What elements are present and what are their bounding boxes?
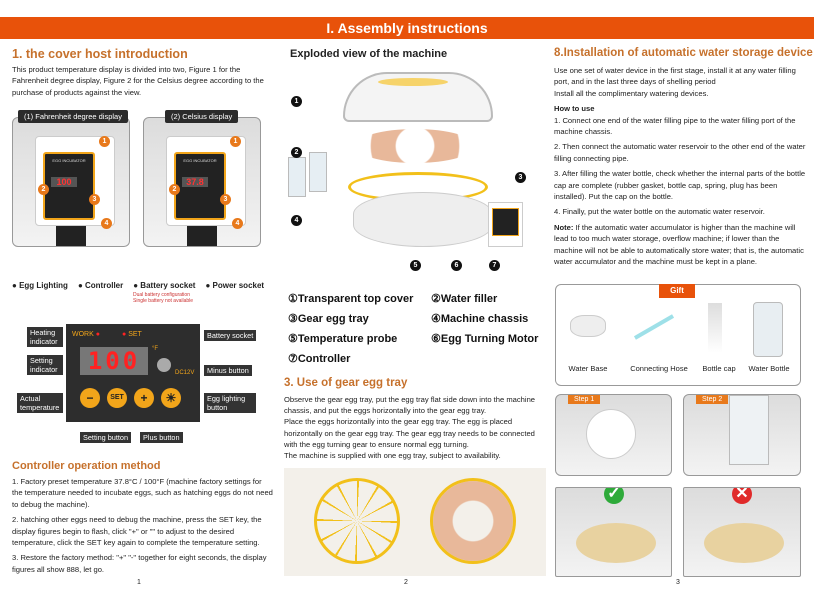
part-label: ⑤Temperature probe: [288, 333, 398, 345]
operation-step: 1. Factory preset temperature 37.8°C / 100°F (machine factory settings for the temperature needed to incubate eggs, such as hatching eggs do not need to debug the machine).: [12, 477, 273, 509]
device-brand: EGG INCUBATOR: [183, 158, 217, 163]
legend-item: ● Egg Lighting: [12, 281, 68, 290]
callout-actual: Actual temperature: [17, 393, 63, 413]
water-note: Note: If the automatic water accumulator is higher than the machine will lead to too much water storage, overflow machine; if lower than the machine will not be able to automatically store water; that is, the automatic water accumulator and the machine must be kept in a plane.: [554, 222, 804, 267]
step1-photo: [555, 394, 672, 476]
callout-setting-indicator: Setting indicator: [27, 355, 63, 375]
water-device-title: 8.Installation of automatic water storage device: [554, 47, 813, 59]
operation-title: Controller operation method: [12, 460, 161, 472]
water-bottle-image: [753, 302, 783, 357]
water-intro: Use one set of water device in the first stage, install it at any water filling port, and in the last three days of shelling period Install all the complimentary watering devices. How to use 1. Connect one end of the water filling pipe to the water filling port of the machine chassis. 2. Then connect the automatic water reservoir to the other end of the water filling connecting pipe. 3. After filling the water bottle, check whether the internal parts of the bottle cap are complete (rubber gasket, bottle cap, spring, plug has been installed). Put the cap on the bottle. 4. Finally, put the water bottle on the automatic water reservoir. Note: If the automatic water accumulator is higher than the machine will lead to too much water storage, overflow machine; if lower than the machine will not be able to automatically store water; that is, the automatic water accumulator and the machine must be kept in a plane.: [554, 65, 809, 272]
legend-item: ● Controller: [77, 281, 124, 290]
chassis: [353, 192, 493, 247]
gift-item: Water Base: [568, 364, 608, 373]
gear-tray-figure: [284, 468, 546, 576]
operation-step: 3. Restore the factory method: "+" "-" together for eight seconds, the display figures all show 888, let go.: [12, 553, 267, 574]
gear-tray-text: Observe the gear egg tray, put the egg tray flat side down into the machine chassis, and put the eggs horizontally into the gear egg tray. Place the eggs horizontally into the gear egg tray. The egg is placed horizontally on the gear egg tray. The gear egg tray needs to be connected with the egg turning gear to ensure normal egg turning. The machine is supplied with one egg tray, subject to availability.: [284, 395, 536, 461]
cover-host-title: 1. the cover host introduction: [12, 47, 188, 61]
gift-box: [555, 284, 801, 386]
celsius-display: 37.8: [182, 177, 208, 187]
fahrenheit-display: 100: [51, 177, 77, 187]
celsius-figure: [143, 117, 261, 247]
gift-item: Water Bottle: [748, 364, 790, 373]
section-banner: I. Assembly instructions: [0, 17, 814, 39]
callout-egg-lighting: Egg lighting button: [204, 393, 256, 413]
page-number: 1: [137, 579, 141, 586]
operation-step: 2. hatching other eggs need to debug the machine, press the SET key, the display figures begin to flash, click "+" or "" to adjust to the desired temperature, click the SET key again to complete the temperature setting.: [12, 515, 262, 548]
dc-label: DC12V: [175, 370, 195, 376]
part-label: ⑦Controller: [288, 353, 351, 365]
correct-setup-photo: [555, 487, 672, 577]
marker-2: 2: [291, 147, 302, 158]
celsius-label: (2) Celsius display: [165, 110, 238, 123]
check-icon: ✓: [604, 487, 624, 504]
marker-3: 3: [515, 172, 526, 183]
callout-battery: Battery socket: [204, 330, 256, 341]
part-label: ③Gear egg tray: [288, 313, 369, 325]
empty-tray: [314, 478, 400, 564]
set-button[interactable]: SET: [107, 388, 127, 408]
set-indicator: ● SET: [122, 331, 142, 338]
dc-socket: [157, 358, 171, 372]
hose-image: [634, 314, 674, 339]
filled-tray: [430, 478, 516, 564]
part-label: ①Transparent top cover: [288, 293, 414, 305]
step2-photo: [683, 394, 801, 476]
exploded-view-figure: [283, 62, 545, 277]
marker-3: 3: [220, 194, 231, 205]
marker-1: 1: [230, 136, 241, 147]
egg-lighting-button[interactable]: [161, 388, 181, 408]
page-number: 2: [404, 579, 408, 586]
marker-2: 2: [169, 184, 180, 195]
page-number: 3: [676, 579, 680, 586]
plus-button[interactable]: +: [134, 388, 154, 408]
water-step: 1. Connect one end of the water filling pipe to the water filling port of the machine chassis.: [554, 115, 796, 137]
part-label: ②Water filler: [431, 293, 498, 305]
callout-setting-button: Setting button: [80, 432, 131, 443]
component-legend: [12, 281, 264, 290]
part-label: ④Machine chassis: [431, 313, 529, 325]
battery-note: Dual battery configuration Single battery not available: [133, 292, 194, 304]
marker-3: 3: [89, 194, 100, 205]
lightbulb-icon: ☀: [165, 391, 177, 405]
control-panel: [66, 324, 200, 422]
marker-4: 4: [101, 218, 112, 229]
exploded-view-title: Exploded view of the machine: [290, 48, 448, 60]
marker-4: 4: [291, 215, 302, 226]
marker-4: 4: [232, 218, 243, 229]
cover-host-intro: This product temperature display is divided into two, Figure 1 for the Fahrenheit degree display, Figure 2 for the Celsius degree according to the purchase of products against the view.: [12, 65, 264, 97]
step2-label: Step 2: [696, 395, 728, 404]
how-to-use-heading: How to use: [554, 104, 595, 114]
unit-label: °F: [152, 346, 159, 352]
work-indicator: WORK ●: [72, 331, 100, 338]
minus-button[interactable]: −: [80, 388, 100, 408]
marker-7: 7: [489, 260, 500, 271]
gift-item: Connecting Hose: [630, 364, 688, 373]
part-label: ⑥Egg Turning Motor: [431, 333, 539, 345]
water-step: 2. Then connect the automatic water reservoir to the other end of the water filling connecting pipe.: [554, 142, 806, 163]
marker-1: 1: [291, 96, 302, 107]
marker-1: 1: [99, 136, 110, 147]
gear-tray-title: 3. Use of gear egg tray: [284, 377, 408, 389]
operation-steps: [12, 476, 274, 579]
callout-heating: Heating indicator: [27, 327, 63, 347]
fahrenheit-label: (1) Fahrenheit degree display: [18, 110, 128, 123]
marker-2: 2: [38, 184, 49, 195]
fahrenheit-figure: [12, 117, 130, 247]
legend-item: ● Power socket: [205, 281, 265, 290]
gift-item: Bottle cap: [702, 364, 736, 373]
water-step: 3. After filling the water bottle, check whether the internal parts of the bottle cap are complete (rubber gasket, bottle cap, spring, plug has been installed). Put the cap on the bottle.: [554, 169, 806, 202]
water-base-image: [570, 315, 606, 337]
bottle-cap-image: [708, 303, 722, 353]
step1-label: Step 1: [568, 395, 600, 404]
marker-5: 5: [410, 260, 421, 271]
callout-minus: Minus button: [204, 365, 252, 376]
legend-item: ● Battery socket: [133, 281, 196, 290]
marker-6: 6: [451, 260, 462, 271]
eggs: [355, 129, 475, 163]
gift-label: Gift: [659, 284, 695, 298]
callout-plus-button: Plus button: [140, 432, 183, 443]
incorrect-setup-photo: [683, 487, 801, 577]
water-step: 4. Finally, put the water bottle on the automatic water reservoir.: [554, 207, 765, 217]
cross-icon: ✕: [732, 487, 752, 504]
device-brand: EGG INCUBATOR: [52, 158, 86, 163]
temperature-display: 100: [80, 347, 148, 375]
